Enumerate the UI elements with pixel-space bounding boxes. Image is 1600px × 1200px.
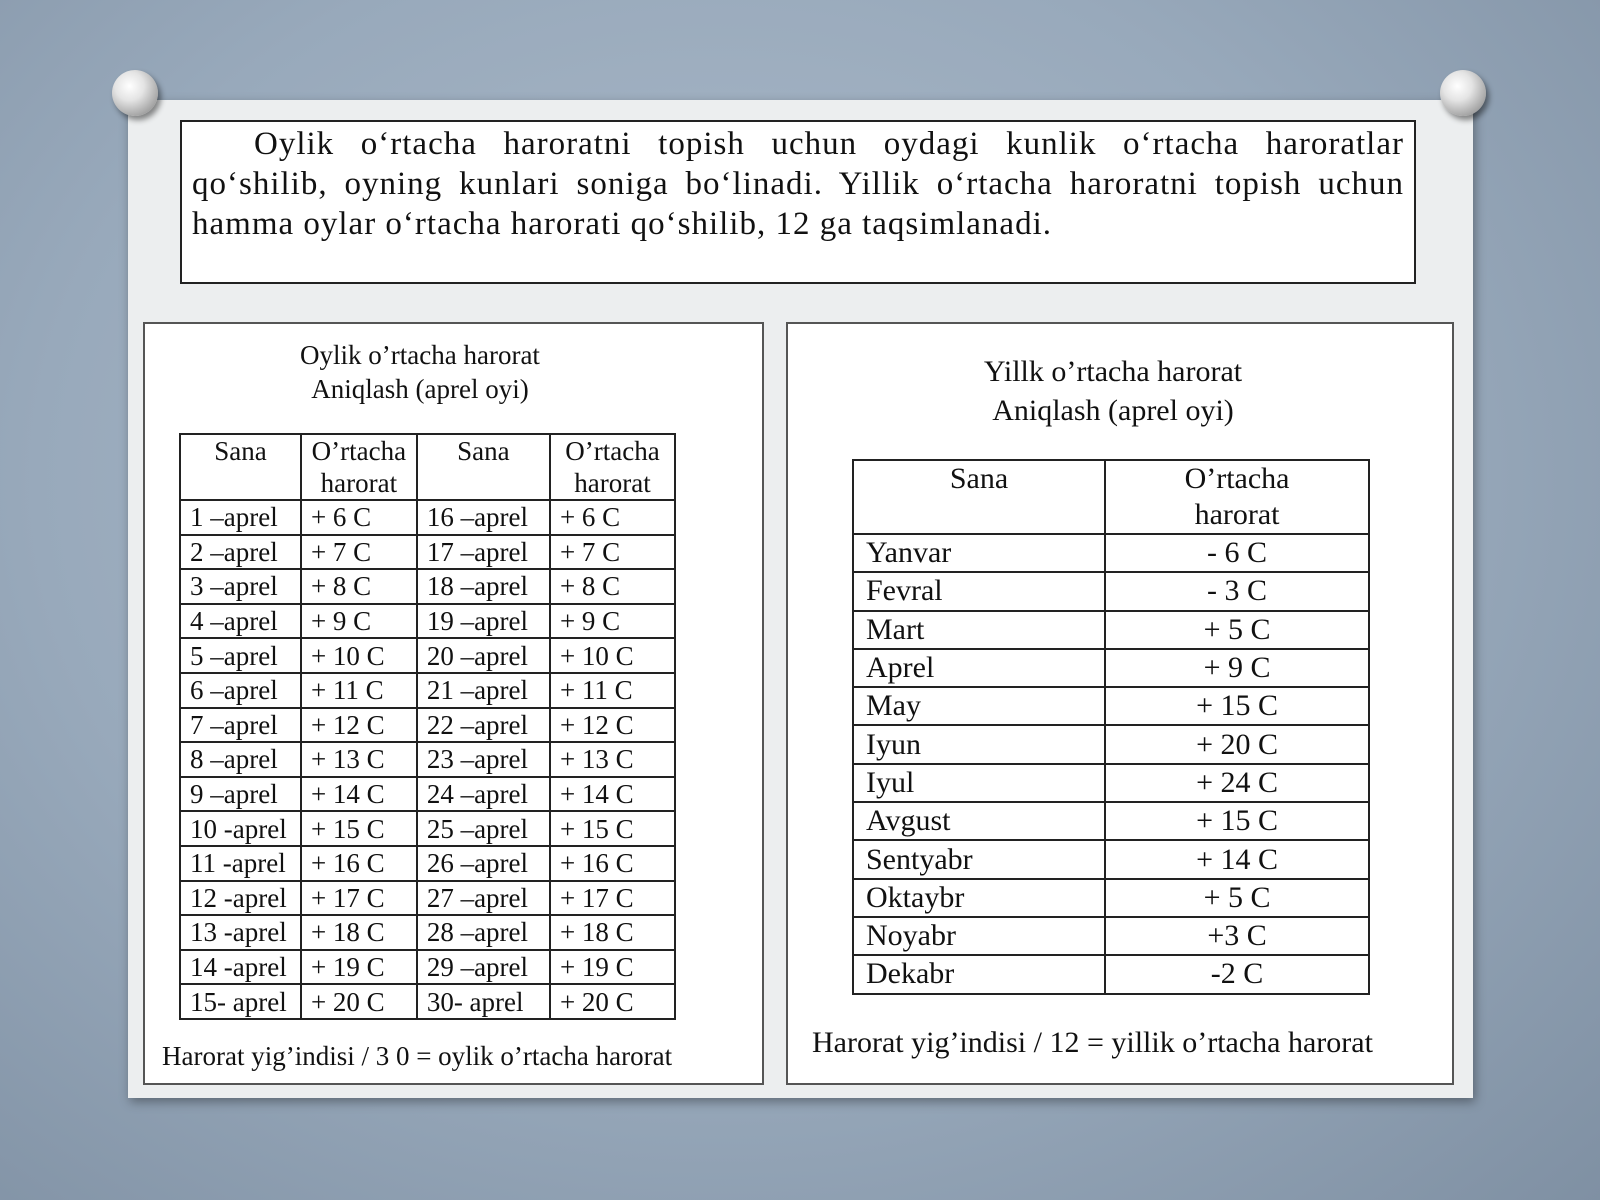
table-row xyxy=(180,777,675,812)
table-cell: 25 –aprel xyxy=(417,811,550,846)
monthly-title-line1: Oylik o’rtacha harorat xyxy=(300,340,540,370)
table-cell: 14 -aprel xyxy=(180,950,301,985)
table-cell: 24 –aprel xyxy=(417,777,550,812)
table-cell: 22 –aprel xyxy=(417,708,550,743)
table-cell: 6 –aprel xyxy=(180,673,301,708)
header-date: Sana xyxy=(853,460,1105,534)
table-cell: + 12 C xyxy=(550,708,675,743)
table-cell: 15- aprel xyxy=(180,984,301,1019)
table-cell: + 19 C xyxy=(550,950,675,985)
table-row xyxy=(180,673,675,708)
monthly-table xyxy=(179,433,676,1020)
table-cell: + 13 C xyxy=(550,742,675,777)
table-cell: 11 -aprel xyxy=(180,846,301,881)
header-date-b: Sana xyxy=(417,434,550,500)
table-cell: + 7 C xyxy=(301,535,417,570)
table-cell: Noyabr xyxy=(853,917,1105,955)
table-cell: 12 -aprel xyxy=(180,881,301,916)
monthly-average-card xyxy=(143,322,764,1085)
table-cell: 8 –aprel xyxy=(180,742,301,777)
table-row xyxy=(180,846,675,881)
yearly-title xyxy=(788,352,1438,430)
table-row xyxy=(180,638,675,673)
table-row xyxy=(180,569,675,604)
table-cell: + 9 C xyxy=(301,604,417,639)
table-cell: + 15 C xyxy=(1105,687,1369,725)
table-row xyxy=(853,955,1369,993)
table-cell: -2 C xyxy=(1105,955,1369,993)
intro-text: Oylik o‘rtacha haroratni topish uchun oydagi kunlik o‘rtacha haroratlar qo‘shilib, oyning kunlari soniga bo‘linadi. Yillik o‘rtacha haroratni topish uchun hamma oylar o‘rtacha harorati qo‘shilib, 12 ga taqsimlanadi. xyxy=(180,120,1416,284)
yearly-formula: Harorat yig’indisi / 12 = yillik o’rtacha harorat xyxy=(812,1026,1373,1059)
table-cell: 2 –aprel xyxy=(180,535,301,570)
table-row xyxy=(853,687,1369,725)
table-row xyxy=(853,611,1369,649)
table-cell: 20 –aprel xyxy=(417,638,550,673)
table-row xyxy=(180,535,675,570)
table-cell: 1 –aprel xyxy=(180,500,301,535)
table-row xyxy=(853,840,1369,878)
table-cell: + 5 C xyxy=(1105,879,1369,917)
table-cell: + 24 C xyxy=(1105,764,1369,802)
table-cell: + 16 C xyxy=(301,846,417,881)
yearly-average-card xyxy=(786,322,1454,1085)
table-cell: 5 –aprel xyxy=(180,638,301,673)
table-cell: + 20 C xyxy=(1105,725,1369,763)
table-cell: + 8 C xyxy=(550,569,675,604)
table-cell: 17 –aprel xyxy=(417,535,550,570)
table-row xyxy=(180,742,675,777)
table-cell: Aprel xyxy=(853,649,1105,687)
table-cell: - 3 C xyxy=(1105,572,1369,610)
table-cell: 10 -aprel xyxy=(180,811,301,846)
yearly-title-line2: Aniqlash (aprel oyi) xyxy=(992,394,1234,427)
table-cell: + 6 C xyxy=(301,500,417,535)
table-cell: + 12 C xyxy=(301,708,417,743)
table-cell: Yanvar xyxy=(853,534,1105,572)
table-row xyxy=(853,764,1369,802)
table-cell: + 17 C xyxy=(550,881,675,916)
monthly-formula: Harorat yig’indisi / 3 0 = oylik o’rtacha harorat xyxy=(162,1041,673,1071)
table-cell: + 13 C xyxy=(301,742,417,777)
table-cell: Dekabr xyxy=(853,955,1105,993)
table-row xyxy=(180,604,675,639)
header-temp-b: O’rtacha harorat xyxy=(550,434,675,500)
table-cell: + 15 C xyxy=(301,811,417,846)
table-cell: + 15 C xyxy=(1105,802,1369,840)
table-cell: 23 –aprel xyxy=(417,742,550,777)
table-cell: + 14 C xyxy=(550,777,675,812)
table-cell: + 10 C xyxy=(301,638,417,673)
table-cell: + 19 C xyxy=(301,950,417,985)
table-cell: +3 C xyxy=(1105,917,1369,955)
table-cell: Avgust xyxy=(853,802,1105,840)
table-row xyxy=(180,984,675,1019)
table-cell: - 6 C xyxy=(1105,534,1369,572)
table-cell: + 11 C xyxy=(550,673,675,708)
monthly-title-line2: Aniqlash (aprel oyi) xyxy=(311,374,529,404)
table-cell: Oktaybr xyxy=(853,879,1105,917)
table-cell: 7 –aprel xyxy=(180,708,301,743)
table-row xyxy=(180,881,675,916)
table-header-row xyxy=(853,460,1369,534)
table-cell: + 10 C xyxy=(550,638,675,673)
table-cell: Sentyabr xyxy=(853,840,1105,878)
table-cell: + 16 C xyxy=(550,846,675,881)
table-cell: 13 -aprel xyxy=(180,915,301,950)
table-cell: + 14 C xyxy=(301,777,417,812)
table-cell: + 11 C xyxy=(301,673,417,708)
table-cell: Mart xyxy=(853,611,1105,649)
table-row xyxy=(853,534,1369,572)
table-cell: + 5 C xyxy=(1105,611,1369,649)
yearly-table xyxy=(852,459,1370,995)
table-row xyxy=(180,500,675,535)
table-cell: May xyxy=(853,687,1105,725)
table-row xyxy=(180,950,675,985)
pushpin-icon xyxy=(1440,70,1486,116)
table-cell: + 20 C xyxy=(301,984,417,1019)
table-row xyxy=(853,572,1369,610)
table-cell: 18 –aprel xyxy=(417,569,550,604)
table-cell: Fevral xyxy=(853,572,1105,610)
table-cell: + 9 C xyxy=(1105,649,1369,687)
table-cell: + 15 C xyxy=(550,811,675,846)
table-row xyxy=(853,879,1369,917)
table-cell: Iyun xyxy=(853,725,1105,763)
table-cell: 4 –aprel xyxy=(180,604,301,639)
table-row xyxy=(180,915,675,950)
header-temp: O’rtacha harorat xyxy=(1105,460,1369,534)
table-row xyxy=(180,811,675,846)
table-row xyxy=(853,917,1369,955)
monthly-title xyxy=(145,338,695,406)
table-cell: 16 –aprel xyxy=(417,500,550,535)
table-cell: 27 –aprel xyxy=(417,881,550,916)
table-cell: 21 –aprel xyxy=(417,673,550,708)
table-row xyxy=(180,708,675,743)
table-cell: + 8 C xyxy=(301,569,417,604)
table-header-row xyxy=(180,434,675,500)
table-cell: 26 –aprel xyxy=(417,846,550,881)
table-cell: + 17 C xyxy=(301,881,417,916)
table-cell: Iyul xyxy=(853,764,1105,802)
pushpin-icon xyxy=(112,70,158,116)
table-cell: + 18 C xyxy=(301,915,417,950)
header-temp-a: O’rtacha harorat xyxy=(301,434,417,500)
table-cell: + 20 C xyxy=(550,984,675,1019)
yearly-title-line1: Yillk o’rtacha harorat xyxy=(983,355,1243,388)
table-cell: + 7 C xyxy=(550,535,675,570)
table-cell: + 6 C xyxy=(550,500,675,535)
table-cell: 29 –aprel xyxy=(417,950,550,985)
table-cell: 30- aprel xyxy=(417,984,550,1019)
table-cell: + 9 C xyxy=(550,604,675,639)
table-cell: 19 –aprel xyxy=(417,604,550,639)
table-cell: 3 –aprel xyxy=(180,569,301,604)
table-row xyxy=(853,802,1369,840)
table-cell: + 14 C xyxy=(1105,840,1369,878)
header-date-a: Sana xyxy=(180,434,301,500)
table-cell: 9 –aprel xyxy=(180,777,301,812)
table-cell: 28 –aprel xyxy=(417,915,550,950)
table-row xyxy=(853,649,1369,687)
table-cell: + 18 C xyxy=(550,915,675,950)
table-row xyxy=(853,725,1369,763)
